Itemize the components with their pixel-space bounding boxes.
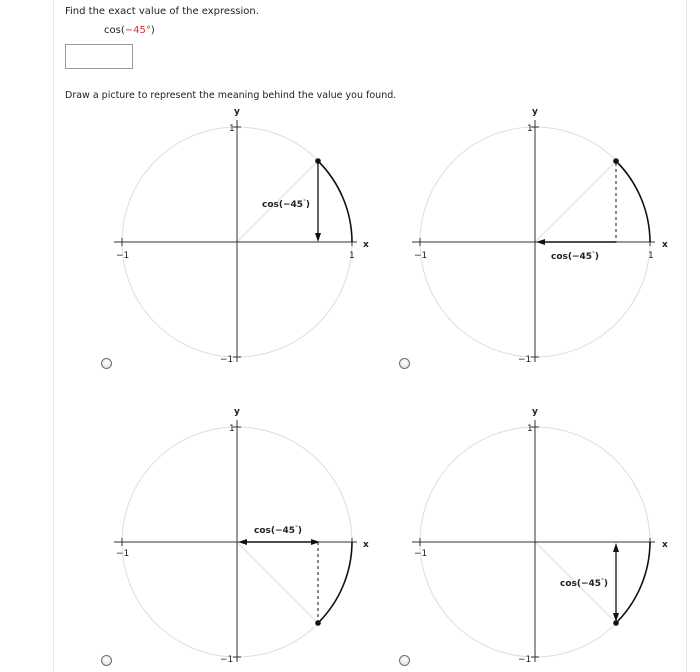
- cos-label-close: ): [603, 579, 608, 589]
- cos-label: [254, 525, 302, 536]
- tick-label-x-neg: −1: [116, 251, 130, 261]
- option-b-radio[interactable]: [399, 358, 410, 369]
- option-d-graph: [412, 407, 668, 665]
- segment-arrowhead-up: [613, 543, 619, 552]
- option-a-radio[interactable]: [101, 358, 112, 369]
- cos-label-close: ): [594, 252, 599, 262]
- tick-label-x-neg: −1: [116, 549, 130, 559]
- expression-value: −45°: [124, 25, 151, 36]
- expression-prefix: cos(: [104, 25, 125, 36]
- cos-label-degree: °: [295, 525, 298, 531]
- cos-label-main: cos(−45: [551, 252, 593, 262]
- tick-label-y-pos: 1: [527, 424, 533, 434]
- tick-label-y-neg: −1: [518, 355, 532, 365]
- tick-label-y-neg: −1: [220, 655, 234, 665]
- arc: [616, 542, 650, 623]
- option-b-graph: [412, 107, 668, 365]
- question-prompt: Find the exact value of the expression.: [65, 6, 259, 17]
- y-axis-label: y: [234, 407, 240, 417]
- x-axis-label: x: [363, 240, 369, 250]
- cos-label-main: cos(−45: [254, 526, 296, 536]
- radius-line: [237, 542, 318, 623]
- tick-label-y-pos: 1: [229, 124, 235, 134]
- option-a-graph: [114, 107, 369, 365]
- cos-label-degree: °: [601, 578, 604, 584]
- tick-label-x-neg: −1: [414, 251, 428, 261]
- expression-suffix: ): [150, 25, 155, 36]
- tick-label-x-pos: 1: [349, 251, 355, 261]
- angle-point: [613, 158, 619, 164]
- option-c-graph: [114, 407, 369, 665]
- cos-label-degree: °: [303, 199, 306, 205]
- tick-label-y-neg: −1: [518, 655, 532, 665]
- y-axis-label: y: [532, 407, 538, 417]
- cos-label-main: cos(−45: [262, 200, 304, 210]
- tick-label-y-pos: 1: [229, 424, 235, 434]
- y-axis-label: y: [234, 107, 240, 117]
- tick-label-x-pos: 1: [648, 251, 654, 261]
- y-axis-label: y: [532, 107, 538, 117]
- draw-prompt: Draw a picture to represent the meaning behind the value you found.: [65, 90, 397, 101]
- cos-label-degree: °: [592, 251, 595, 257]
- radius-line: [535, 161, 616, 242]
- tick-label-y-neg: −1: [220, 355, 234, 365]
- segment-arrowhead-right: [311, 539, 320, 545]
- option-c-radio[interactable]: [101, 655, 112, 666]
- x-axis-label: x: [662, 540, 668, 550]
- cos-label: [560, 578, 608, 589]
- x-axis-label: x: [662, 240, 668, 250]
- angle-point: [315, 158, 321, 164]
- cos-label-close: ): [305, 200, 310, 210]
- cos-label: [551, 251, 599, 262]
- x-axis-label: x: [363, 540, 369, 550]
- option-d-radio[interactable]: [399, 655, 410, 666]
- tick-label-y-pos: 1: [527, 124, 533, 134]
- arc: [616, 161, 650, 242]
- segment-arrowhead: [315, 233, 321, 242]
- angle-point: [315, 620, 321, 626]
- cos-label-close: ): [297, 526, 302, 536]
- tick-label-x-neg: −1: [414, 549, 428, 559]
- arc: [318, 542, 352, 623]
- cos-label: [262, 199, 310, 210]
- cos-label-main: cos(−45: [560, 579, 602, 589]
- arc: [318, 161, 352, 242]
